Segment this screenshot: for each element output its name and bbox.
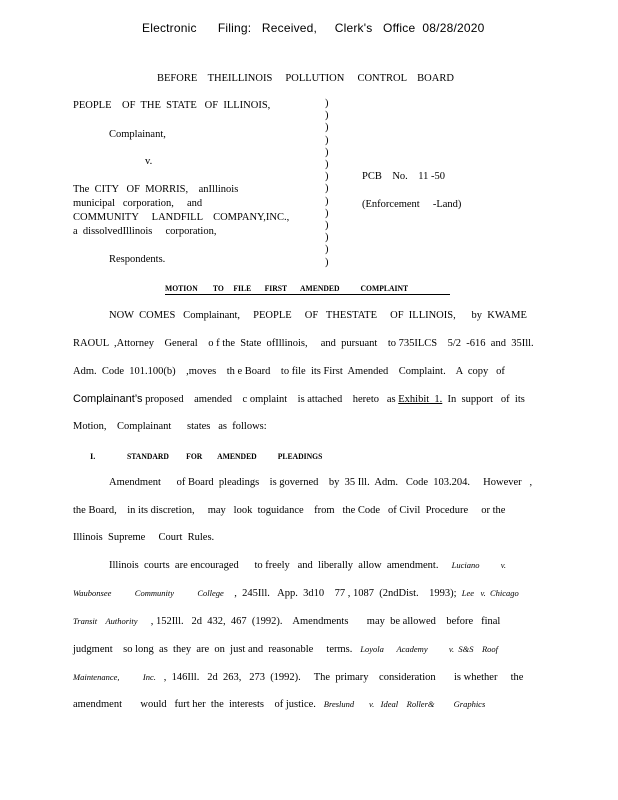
case-name-breslund: Breslund v. Ideal Roller& Graphics [323,699,486,709]
p3-line-6 [73,699,485,710]
p3-line-3 [73,616,500,627]
case-name-waubonsee: Waubonsee Community College [73,588,224,598]
complainant-label: Complainant, [109,129,166,140]
p1-line-5: Motion, Complainant states as follows: [73,421,267,432]
caption-paren: ) [325,244,329,256]
motion-title-underline [165,294,450,295]
case-name-loyola: Loyola Academy v. S&S Roof [360,644,499,654]
caption-paren: ) [325,134,329,146]
p3-line-3-text: , 152Ill. 2d 432, 467 (1992). Amendments may be allowed before final [137,616,501,627]
p1-line-4-text: proposed amended c omplaint is attached hereto as [142,394,399,405]
p3-line-2-text: , 245Ill. App. 3d10 77 , 1087 (2ndDist. 1993); [223,588,462,599]
versus-label: v. [145,156,153,167]
case-name-luciano: Luciano v. [451,560,506,570]
defendant-line-3: COMMUNITY LANDFILL COMPANY,INC., [73,212,290,223]
caption-paren: ) [325,183,329,195]
case-name-maintenance: Maintenance, Inc. [73,672,156,682]
caption-paren: ) [325,159,329,171]
p1-line-2: RAOUL ,Attorney General o f the State ofIllinois, and pursuant to 735ILCS 5/2 -616 and 35Ill. [73,338,534,349]
board-heading: BEFORE THEILLINOIS POLLUTION CONTROL BOARD [157,73,454,84]
case-type: (Enforcement -Land) [362,199,462,210]
p2-line-3: Illinois Supreme Court Rules. [73,532,215,543]
respondents-label: Respondents. [109,254,166,265]
caption-parentheses [325,98,329,269]
caption-paren: ) [325,110,329,122]
caption-paren: ) [325,195,329,207]
filing-stamp: Electronic Filing: Received, Clerk's Office 08/28/2020 [142,21,485,35]
caption-paren: ) [325,122,329,134]
p1-line-4-tail: In support of its [442,394,525,405]
complainants-word: Complainant’s [73,393,143,405]
exhibit-1-link[interactable]: Exhibit 1. [398,394,443,405]
p3-line-5 [73,672,523,683]
p3-line-4 [73,644,498,655]
p3-line-5-text: , 146Ill. 2d 263, 273 (1992). The primary consideration is whether the [155,672,524,683]
p3-line-4-text: judgment so long as they are on just and reasonable terms. [73,644,361,655]
p1-line-4 [73,393,525,405]
p1-line-3: Adm. Code 101.100(b) ,moves th e Board to file its First Amended Complaint. A copy of [73,366,505,377]
case-name-transit: Transit Authority [73,616,138,626]
p3-line-6-text: amendment would furt her the interests of justice. [73,699,324,710]
section-title: STANDARD FOR AMENDED PLEADINGS [127,451,323,461]
case-name-lee: Lee v. Chicago [461,588,519,598]
p2-line-1: Amendment of Board pleadings is governed by 35 Ill. Adm. Code 103.204. However , [109,477,533,488]
caption-paren: ) [325,146,329,158]
defendant-line-4: a dissolvedIllinois corporation, [73,226,217,237]
section-number: I. [90,451,96,461]
p2-line-2: the Board, in its discretion, may look toguidance from the Code of Civil Procedure or the [73,505,506,516]
p3-line-2 [73,588,519,599]
caption-paren: ) [325,171,329,183]
caption-paren: ) [325,232,329,244]
caption-paren: ) [325,256,329,268]
defendant-line-2: municipal corporation, and [73,198,203,209]
caption-paren: ) [325,207,329,219]
defendant-line-1: The CITY OF MORRIS, anIllinois [73,184,239,195]
plaintiff-name: PEOPLE OF THE STATE OF ILLINOIS, [73,100,271,111]
caption-paren: ) [325,220,329,232]
p1-line-1: NOW COMES Complainant, PEOPLE OF THESTATE OF ILLINOIS, by KWAME [109,310,527,321]
case-number: PCB No. 11 -50 [362,171,446,182]
p3-line-1-text: Illinois courts are encouraged to freely and liberally allow amendment. [109,560,452,571]
p3-line-1 [109,560,506,571]
motion-title: MOTION TO FILE FIRST AMENDED COMPLAINT [165,283,409,293]
caption-paren: ) [325,98,329,109]
